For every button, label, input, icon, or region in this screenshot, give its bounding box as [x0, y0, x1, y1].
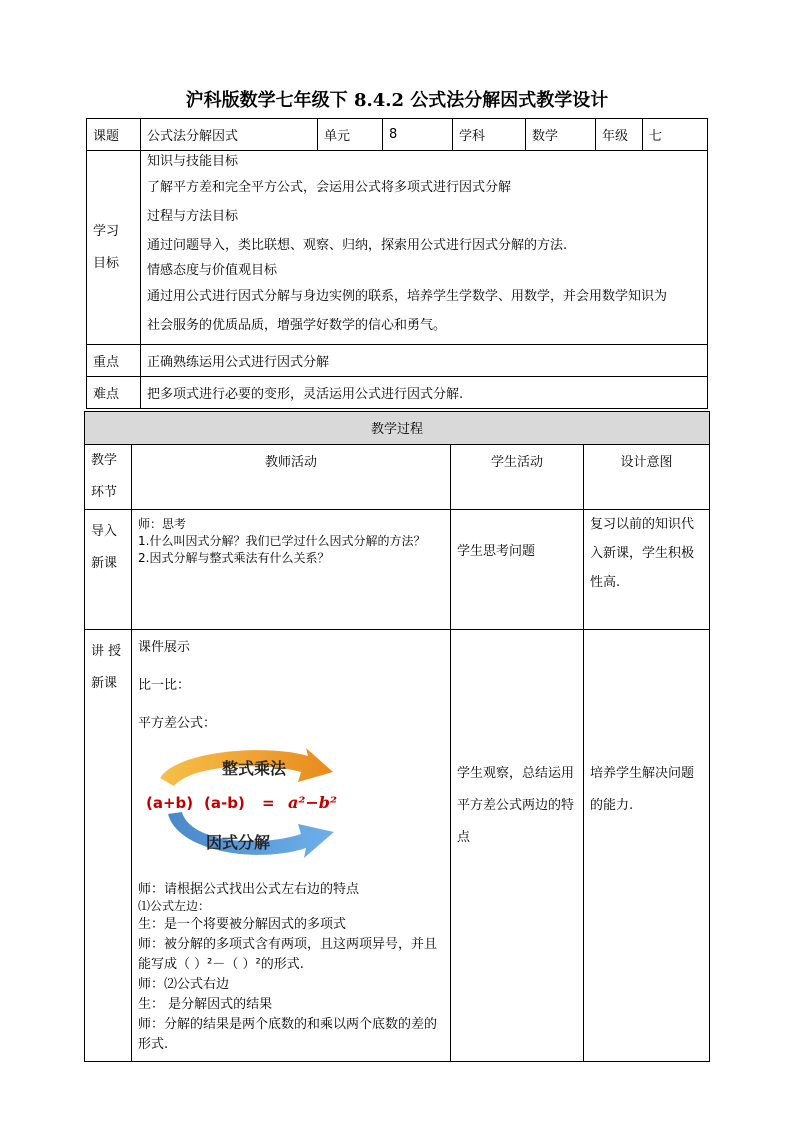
goal-line: 情感态度与价值观目标 — [147, 263, 278, 278]
goal-line: 通过问题导入，类比联想、观察、归纳，探索用公式进行因式分解的方法. — [147, 238, 568, 253]
goals-content — [141, 151, 708, 345]
goals-row — [87, 151, 708, 345]
goal-line: 通过用公式进行因式分解与身边实例的联系，培养学生学数学、用数学，并会用数学知识为 — [147, 289, 668, 304]
page-title: 沪科版数学七年级下 8.4.2 公式法分解因式教学设计 — [185, 90, 609, 111]
note-line: 师：⑵公式右边 — [138, 977, 230, 992]
col-teacher: 教师活动 — [132, 445, 451, 510]
lecture-teacher-line: 平方差公式： — [138, 716, 217, 731]
col-student: 学生活动 — [451, 445, 584, 510]
lhs-factor-2: (a-b) — [204, 794, 245, 812]
note-line: 师：分解的结果是两个底数的和乘以两个底数的差的形式. — [138, 1017, 438, 1052]
intro-teacher-line: 2.因式分解与整式乘法有什么关系？ — [138, 551, 330, 565]
goals-label-line2: 目标 — [93, 255, 120, 271]
topic-label: 课题 — [87, 119, 141, 151]
lecture-intent — [584, 630, 710, 1062]
intro-stage-line2: 新课 — [91, 556, 118, 571]
lecture-stage-line2: 新课 — [91, 676, 118, 691]
subject-value: 数学 — [526, 119, 596, 151]
lecture-teacher-line: 课件展示 — [138, 640, 191, 655]
lecture-teacher-notes — [138, 881, 444, 1055]
intro-student — [451, 510, 584, 630]
lhs-factor-1: (a+b) — [146, 794, 194, 812]
lecture-intent-text: 培养学生解决问题的能力. — [590, 766, 695, 813]
intro-stage — [85, 510, 132, 630]
intro-teacher-line: 师：思考 — [138, 517, 187, 531]
difficulty-label: 难点 — [87, 377, 141, 409]
subject-label: 学科 — [453, 119, 526, 151]
intro-intent: 复习以前的知识代入新课，学生积极性高. — [584, 510, 710, 630]
goal-line: 过程与方法目标 — [147, 209, 239, 224]
note-line: 生：是一个将要被分解因式的多项式 — [138, 917, 347, 932]
key-value: 正确熟练运用公式进行因式分解 — [141, 345, 708, 377]
intro-teacher — [132, 510, 451, 630]
unit-value: 8 — [383, 119, 453, 151]
col-stage-line1: 教学 — [91, 453, 118, 468]
key-label: 重点 — [87, 345, 141, 377]
goals-label-line1: 学习 — [93, 223, 120, 239]
note-line: 师：被分解的多项式含有两项，且这两项异号，并且能写成（ ）²－（ ）²的形式. — [138, 937, 438, 972]
unit-label: 单元 — [318, 119, 383, 151]
equals-sign: = — [262, 794, 275, 812]
difficulty-value: 把多项式进行必要的变形，灵活运用公式进行因式分解. — [141, 377, 708, 409]
process-heading-row — [85, 412, 710, 445]
grade-value: 七 — [643, 119, 708, 151]
note-line: 师：请根据公式找出公式左右边的特点 — [138, 882, 360, 897]
formula-diagram — [138, 744, 378, 869]
lecture-teacher-line: 比一比： — [138, 678, 191, 693]
lecture-stage-line1: 讲 授 — [91, 644, 122, 659]
intro-stage-line1: 导入 — [91, 524, 118, 539]
goal-line: 了解平方差和完全平方公式，会运用公式将多项式进行因式分解 — [147, 180, 512, 195]
goal-line: 知识与技能目标 — [147, 154, 239, 169]
topic-value: 公式法分解因式 — [141, 119, 318, 151]
intro-teacher-line: 1.什么叫因式分解？我们已学过什么因式分解的方法？ — [138, 534, 426, 548]
intro-row — [85, 510, 710, 630]
lecture-row — [85, 630, 710, 1062]
lecture-stage — [85, 630, 132, 1062]
lecture-student — [451, 630, 584, 1062]
grade-label: 年级 — [596, 119, 643, 151]
lecture-teacher — [132, 630, 451, 1062]
note-line: ⑴公式左边： — [138, 899, 211, 913]
goals-label — [87, 151, 141, 345]
lecture-student-text: 学生观察，总结运用平方差公式两边的特点 — [457, 766, 575, 845]
intro-student-text: 学生思考问题 — [457, 544, 536, 559]
teaching-process-table — [84, 411, 710, 1062]
difficulty-row — [87, 377, 708, 409]
top-label: 整式乘法 — [222, 759, 287, 778]
lesson-info-table — [86, 118, 708, 409]
bottom-label: 因式分解 — [206, 833, 271, 852]
note-line: 生： 是分解因式的结果 — [138, 997, 273, 1012]
col-intent: 设计意图 — [584, 445, 710, 510]
col-stage — [85, 445, 132, 510]
col-stage-line2: 环节 — [91, 485, 118, 500]
goal-line: 社会服务的优质品质，增强学好数学的信心和勇气。 — [147, 318, 447, 333]
process-header-row — [85, 445, 710, 510]
info-row — [87, 119, 708, 151]
process-heading: 教学过程 — [85, 412, 710, 445]
key-row — [87, 345, 708, 377]
rhs-expression: a²−b² — [288, 793, 337, 812]
